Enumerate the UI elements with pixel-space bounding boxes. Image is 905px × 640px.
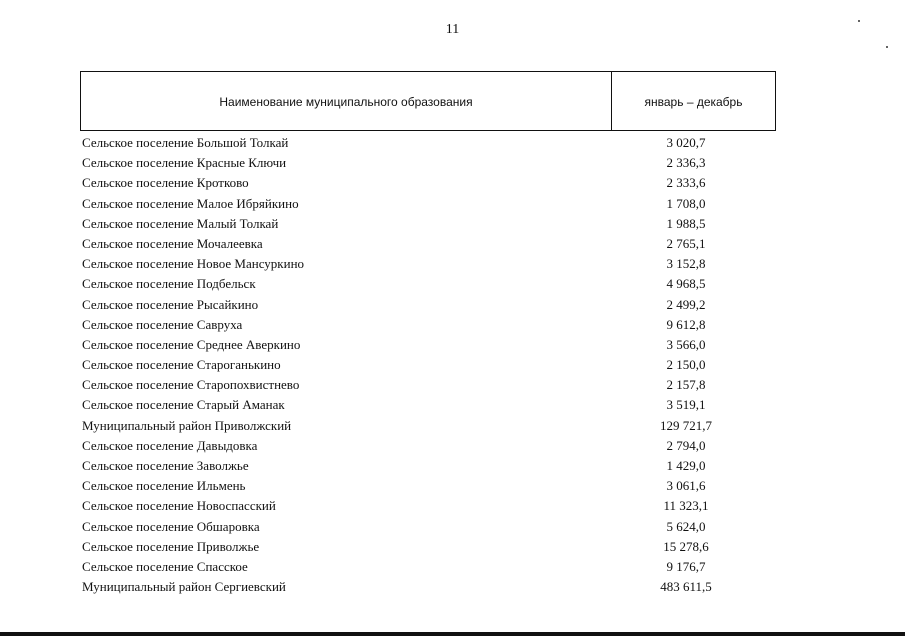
municipality-name: Сельское поселение Заволжье	[82, 458, 249, 473]
period-value: 3 020,7	[666, 135, 706, 150]
table-row	[82, 194, 782, 214]
table-row	[82, 214, 782, 234]
period-value: 2 336,3	[666, 155, 706, 171]
period-value: 483 611,5	[660, 579, 712, 595]
table-row	[82, 315, 782, 335]
municipality-name: Сельское поселение Староганькино	[82, 357, 281, 373]
municipality-name: Муниципальный район Сергиевский	[82, 579, 286, 595]
bottom-rule	[0, 632, 905, 636]
municipality-name: Сельское поселение Обшаровка	[82, 518, 260, 534]
table-row	[82, 517, 782, 537]
period-value: 1 429,0	[666, 458, 706, 473]
table-row	[82, 173, 782, 193]
municipality-name: Сельское поселение Старый Аманак	[82, 397, 285, 413]
period-value: 2 499,2	[666, 296, 706, 312]
period-value: 11 323,1	[663, 498, 709, 514]
municipality-name: Сельское поселение Старопохвистнево	[82, 377, 300, 393]
table-row	[82, 577, 782, 597]
table-row	[82, 537, 782, 557]
municipality-name: Сельское поселение Приволжье	[82, 538, 260, 554]
period-value: 2 333,6	[666, 175, 706, 191]
table-row	[82, 153, 782, 173]
municipality-name: Сельское поселение Малый Толкай	[82, 215, 279, 231]
table-body	[82, 133, 782, 597]
scan-speck	[886, 46, 888, 48]
period-value: 2 157,8	[666, 377, 706, 393]
table-row	[82, 295, 782, 315]
municipality-name: Сельское поселение Красные Ключи	[82, 155, 287, 171]
municipality-name: Сельское поселение Большой Толкай	[82, 135, 289, 150]
municipality-name: Сельское поселение Мочалеевка	[82, 235, 263, 251]
period-value: 3 519,1	[666, 397, 706, 413]
table-row	[82, 375, 782, 395]
period-value: 2 150,0	[666, 357, 706, 373]
period-value: 1 988,5	[666, 215, 706, 231]
municipality-name: Сельское поселение Рысайкино	[82, 296, 259, 312]
table-row	[82, 476, 782, 496]
period-value: 3 061,6	[666, 478, 706, 494]
period-value: 1 708,0	[666, 195, 706, 211]
period-value: 3 152,8	[666, 256, 706, 272]
municipality-name: Сельское поселение Спасское	[82, 558, 248, 574]
table-row	[82, 395, 782, 415]
period-value: 9 176,7	[666, 558, 706, 574]
table-row	[82, 254, 782, 274]
table-row	[82, 436, 782, 456]
municipality-name: Сельское поселение Среднее Аверкино	[82, 336, 301, 352]
table-row	[82, 496, 782, 516]
table-row	[82, 416, 782, 436]
table-row	[82, 274, 782, 294]
municipality-name: Сельское поселение Давыдовка	[82, 437, 258, 453]
table-row	[82, 234, 782, 254]
period-value: 9 612,8	[666, 316, 706, 332]
municipality-name: Сельское поселение Подбельск	[82, 276, 256, 292]
period-value: 2 765,1	[666, 235, 706, 251]
municipality-name: Сельское поселение Малое Ибряйкино	[82, 195, 299, 211]
table-row	[82, 133, 782, 153]
column-header-period: январь – декабрь	[644, 95, 743, 109]
municipality-name: Сельское поселение Кротково	[82, 175, 249, 191]
municipality-name: Сельское поселение Савруха	[82, 316, 243, 332]
table-row	[82, 557, 782, 577]
table-row	[82, 456, 782, 476]
table-row	[82, 355, 782, 375]
period-value: 129 721,7	[660, 417, 712, 433]
municipality-name: Сельское поселение Новоспасский	[82, 498, 276, 514]
table-row	[82, 335, 782, 355]
municipality-name: Муниципальный район Приволжский	[82, 417, 292, 433]
period-value: 15 278,6	[663, 538, 709, 554]
page-number: 11	[445, 22, 460, 37]
scan-speck	[858, 20, 860, 22]
municipality-name: Сельское поселение Ильмень	[82, 478, 246, 494]
period-value: 4 968,5	[666, 276, 706, 292]
table-header	[80, 71, 776, 131]
period-value: 5 624,0	[666, 518, 706, 534]
municipality-name: Сельское поселение Новое Мансуркино	[82, 256, 305, 272]
period-value: 3 566,0	[666, 336, 706, 352]
period-value: 2 794,0	[666, 437, 706, 453]
column-header-name: Наименование муниципального образования	[81, 72, 612, 130]
